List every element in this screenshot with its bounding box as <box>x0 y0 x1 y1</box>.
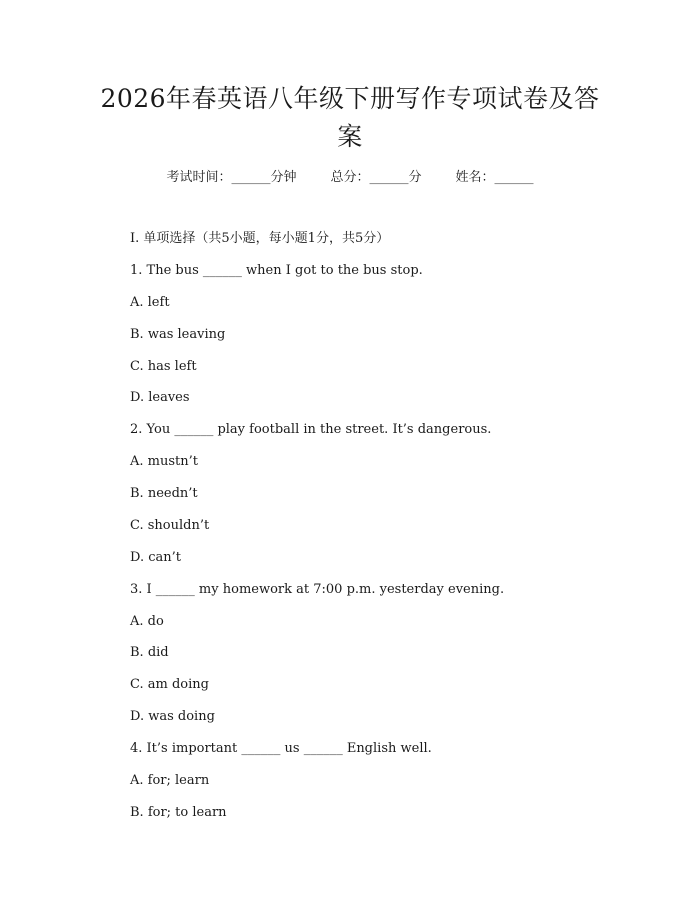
section-heading: I. 单项选择（共5小题，每小题1分，共5分） <box>130 231 390 246</box>
answer-option: A. mustn’t <box>130 454 198 469</box>
answer-option: A. left <box>130 295 170 310</box>
question-stem: 1. The bus ______ when I got to the bus stop. <box>130 263 423 278</box>
answer-option: B. was leaving <box>130 327 226 342</box>
total-score-field: 总分：______分 <box>330 170 422 185</box>
exam-time-field: 考试时间：______分钟 <box>166 170 297 185</box>
answer-option: B. needn’t <box>130 486 198 501</box>
answer-option: C. am doing <box>130 677 209 692</box>
answer-option: D. leaves <box>130 390 190 405</box>
question-stem: 2. You ______ play football in the street. It’s dangerous. <box>130 422 492 437</box>
question-stem: 3. I ______ my homework at 7:00 p.m. yesterday evening. <box>130 582 505 597</box>
answer-option: B. for; to learn <box>130 805 227 820</box>
answer-option: B. did <box>130 645 169 660</box>
answer-option: C. shouldn’t <box>130 518 210 533</box>
student-name-field: 姓名：______ <box>455 170 534 185</box>
answer-option: A. do <box>130 614 164 629</box>
question-stem: 4. It’s important ______ us ______ English well. <box>130 741 432 756</box>
answer-option: A. for; learn <box>130 773 210 788</box>
answer-option: D. was doing <box>130 709 215 724</box>
answer-option: C. has left <box>130 359 197 374</box>
answer-option: D. can’t <box>130 550 181 565</box>
exam-info <box>0 168 700 188</box>
paper-title: 2026年春英语八年级下册写作专项试卷及答案 <box>100 84 600 151</box>
